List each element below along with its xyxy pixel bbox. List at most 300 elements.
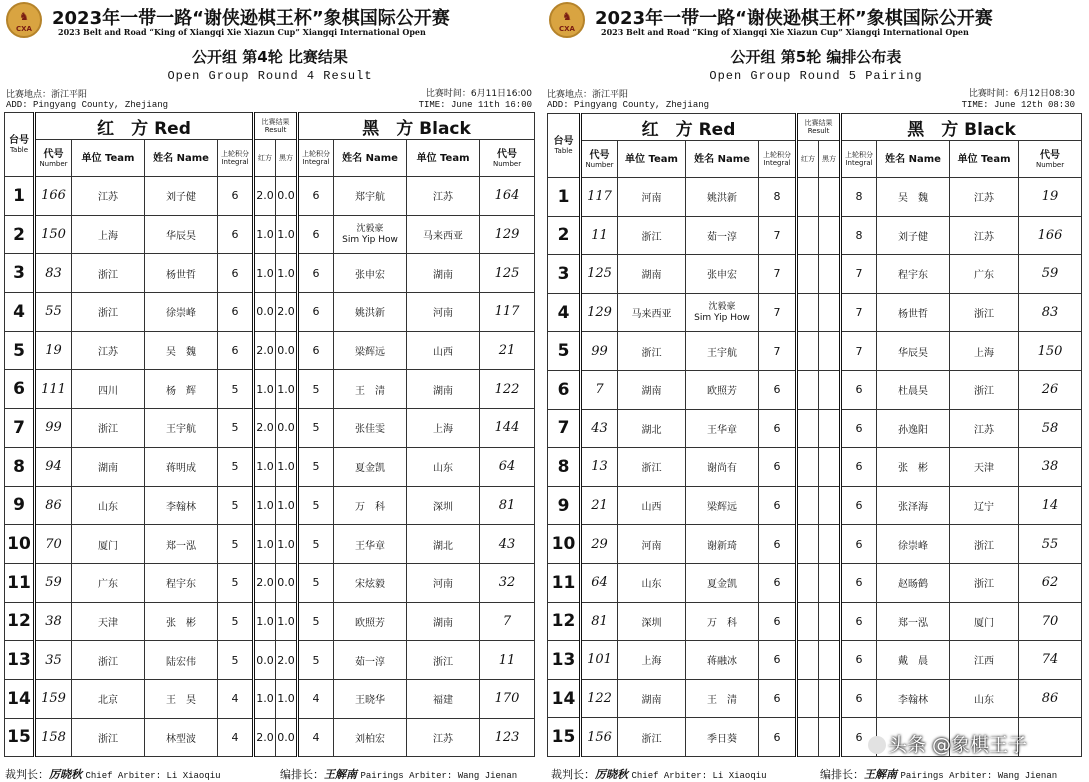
match-time-en: TIME: June 12th 08:30 <box>961 100 1075 110</box>
red-player-name: 张申宏 <box>686 255 759 294</box>
red-player-number: 111 <box>35 370 72 409</box>
result-header: 比赛结果 Result <box>797 114 841 141</box>
black-player-team: 湖南 <box>407 254 480 293</box>
black-player-points: 6 <box>298 331 334 370</box>
red-player-team: 江苏 <box>72 331 145 370</box>
table-row <box>548 409 1082 448</box>
black-result: 0.0 <box>276 718 298 757</box>
red-player-number: 99 <box>35 409 72 448</box>
black-player-team: 湖南 <box>407 602 480 641</box>
board-number: 1 <box>548 178 581 217</box>
red-player-name: 欧照芳 <box>686 370 759 409</box>
black-player-points: 6 <box>841 525 877 564</box>
red-result: 1.0 <box>254 679 276 718</box>
red-player-points: 6 <box>218 293 254 332</box>
black-player-points: 4 <box>298 718 334 757</box>
round-title: 公开组 第4轮 比赛结果 <box>192 48 348 66</box>
red-player-number: 81 <box>581 602 618 641</box>
black-player-points: 4 <box>298 679 334 718</box>
board-number: 4 <box>548 293 581 332</box>
black-result <box>819 679 841 718</box>
black-result <box>819 370 841 409</box>
black-player-number: 74 <box>1019 641 1082 680</box>
event-title: 2023年一带一路“谢侠逊棋王杯”象棋国际公开赛 <box>595 8 993 29</box>
col-number-header: 代号 Number <box>581 141 618 178</box>
red-player-points: 6 <box>759 679 797 718</box>
black-player-team: 浙江 <box>950 370 1019 409</box>
black-player-team: 江苏 <box>407 177 480 216</box>
black-player-name: 徐崇峰 <box>877 525 950 564</box>
red-player-name: 王华章 <box>686 409 759 448</box>
red-result <box>797 216 819 255</box>
event-title-en: 2023 Belt and Road “King of Xiangqi Xie Xiazun Cup” Xiangqi International Open <box>58 27 426 37</box>
red-player-points: 6 <box>759 409 797 448</box>
red-player-points: 4 <box>218 718 254 757</box>
black-player-name: 李翰林 <box>877 679 950 718</box>
black-player-points: 8 <box>841 216 877 255</box>
black-player-team: 河南 <box>407 293 480 332</box>
round-title-en: Open Group Round 5 Pairing <box>709 69 923 83</box>
red-result <box>797 332 819 371</box>
red-player-number: 150 <box>35 215 72 254</box>
black-player-number: 38 <box>1019 448 1082 487</box>
black-player-team: 江苏 <box>950 216 1019 255</box>
board-number: 5 <box>5 331 35 370</box>
black-player-points: 7 <box>841 293 877 332</box>
black-player-team: 上海 <box>407 409 480 448</box>
black-player-points: 6 <box>298 293 334 332</box>
black-player-name: 刘柏宏 <box>334 718 407 757</box>
red-player-team: 山西 <box>618 486 686 525</box>
black-side-header: 黑 方 Black <box>841 114 1082 141</box>
red-result <box>797 293 819 332</box>
red-player-number: 129 <box>581 293 618 332</box>
col-red-result-header: 红方 <box>254 140 276 177</box>
table-row <box>548 679 1082 718</box>
black-result <box>819 409 841 448</box>
black-player-team: 江苏 <box>407 718 480 757</box>
col-team-header: 单位 Team <box>950 141 1019 178</box>
col-name-header: 姓名 Name <box>686 141 759 178</box>
black-player-number: 170 <box>480 679 535 718</box>
table-row <box>5 525 535 564</box>
black-result: 2.0 <box>276 641 298 680</box>
red-player-name: 夏金凯 <box>686 563 759 602</box>
red-player-points: 8 <box>759 178 797 217</box>
red-player-team: 湖南 <box>618 370 686 409</box>
red-player-name: 王宇航 <box>686 332 759 371</box>
table-row <box>5 718 535 757</box>
black-player-team: 湖北 <box>407 525 480 564</box>
red-result: 0.0 <box>254 641 276 680</box>
table-row <box>5 602 535 641</box>
table-row <box>5 447 535 486</box>
red-player-number: 166 <box>35 177 72 216</box>
red-player-points: 6 <box>218 215 254 254</box>
red-player-team: 湖南 <box>618 255 686 294</box>
black-player-name: 梁辉远 <box>334 331 407 370</box>
board-number: 8 <box>548 448 581 487</box>
black-result <box>819 718 841 757</box>
board-number: 2 <box>5 215 35 254</box>
red-player-points: 6 <box>218 331 254 370</box>
red-player-team: 河南 <box>618 178 686 217</box>
table-row <box>548 216 1082 255</box>
black-player-name: 欧照芳 <box>334 602 407 641</box>
table-row <box>548 255 1082 294</box>
black-player-team: 山东 <box>950 679 1019 718</box>
red-result: 1.0 <box>254 254 276 293</box>
red-result <box>797 370 819 409</box>
table-row <box>548 448 1082 487</box>
match-time: 比赛时间：6月12日08:30 <box>968 89 1075 99</box>
black-player-team: 江苏 <box>950 409 1019 448</box>
red-result <box>797 563 819 602</box>
board-number: 5 <box>548 332 581 371</box>
black-player-points: 5 <box>298 409 334 448</box>
black-player-number: 123 <box>480 718 535 757</box>
black-player-name: 茹一淳 <box>334 641 407 680</box>
round-title-en: Open Group Round 4 Result <box>167 69 373 83</box>
board-number: 10 <box>548 525 581 564</box>
red-player-number: 158 <box>35 718 72 757</box>
black-player-points: 6 <box>841 679 877 718</box>
black-player-number: 117 <box>480 293 535 332</box>
pairings-signature: 王解南 <box>324 768 357 781</box>
venue-label-en: ADD: Pingyang County, Zhejiang <box>547 100 710 110</box>
black-player-team: 广东 <box>950 255 1019 294</box>
black-player-team: 山东 <box>407 447 480 486</box>
board-number: 7 <box>5 409 35 448</box>
red-player-points: 7 <box>759 293 797 332</box>
table-row <box>5 215 535 254</box>
col-team-header: 单位 Team <box>407 140 480 177</box>
black-player-number: 11 <box>480 641 535 680</box>
red-player-team: 天津 <box>72 602 145 641</box>
red-player-name: 李翰林 <box>145 486 218 525</box>
red-player-number: 7 <box>581 370 618 409</box>
red-result <box>797 525 819 564</box>
chief-signature: 厉晓秋 <box>49 768 82 781</box>
red-player-team: 四川 <box>72 370 145 409</box>
black-player-name: 华辰昊 <box>877 332 950 371</box>
black-player-name: 杜晨昊 <box>877 370 950 409</box>
black-result <box>819 293 841 332</box>
black-player-number: 43 <box>480 525 535 564</box>
board-number: 3 <box>5 254 35 293</box>
red-player-number: 11 <box>581 216 618 255</box>
red-player-points: 6 <box>218 177 254 216</box>
col-black-result-header: 黑方 <box>276 140 298 177</box>
black-player-team: 浙江 <box>950 525 1019 564</box>
red-player-points: 6 <box>759 563 797 602</box>
red-player-name: 林型波 <box>145 718 218 757</box>
black-result: 0.0 <box>276 177 298 216</box>
col-black-result-header: 黑方 <box>819 141 841 178</box>
pairings-arbiter: 编排长：王解南 Pairings Arbiter: Wang Jienan <box>280 768 518 781</box>
black-player-name: 沈毅豪 Sim Yip How <box>334 215 407 254</box>
black-result <box>819 602 841 641</box>
black-player-number: 26 <box>1019 370 1082 409</box>
red-player-name: 蒋明成 <box>145 447 218 486</box>
black-player-points: 8 <box>841 178 877 217</box>
black-player-name: 张佳雯 <box>334 409 407 448</box>
black-result <box>819 486 841 525</box>
red-result <box>797 641 819 680</box>
event-title-en: 2023 Belt and Road “King of Xiangqi Xie Xiazun Cup” Xiangqi International Open <box>601 27 969 37</box>
red-player-points: 5 <box>218 563 254 602</box>
red-result <box>797 178 819 217</box>
red-player-points: 5 <box>218 370 254 409</box>
red-result: 1.0 <box>254 447 276 486</box>
col-name-header: 姓名 Name <box>145 140 218 177</box>
board-number: 9 <box>5 486 35 525</box>
black-player-number: 59 <box>1019 255 1082 294</box>
event-title: 2023年一带一路“谢侠逊棋王杯”象棋国际公开赛 <box>52 8 450 29</box>
black-result <box>819 641 841 680</box>
black-player-name: 夏金凯 <box>334 447 407 486</box>
black-result <box>819 255 841 294</box>
board-number: 4 <box>5 293 35 332</box>
black-player-name: 万 科 <box>334 486 407 525</box>
watermark: 头条 @象棋王子 <box>868 730 1027 757</box>
black-player-team: 深圳 <box>407 486 480 525</box>
board-number: 6 <box>5 370 35 409</box>
col-number-header: 代号 Number <box>480 140 535 177</box>
red-result: 0.0 <box>254 293 276 332</box>
red-player-team: 山东 <box>72 486 145 525</box>
red-result <box>797 448 819 487</box>
black-player-number: 58 <box>1019 409 1082 448</box>
red-player-team: 马来西亚 <box>618 293 686 332</box>
red-player-name: 谢尚有 <box>686 448 759 487</box>
col-name-header: 姓名 Name <box>877 141 950 178</box>
black-result <box>819 216 841 255</box>
red-result <box>797 679 819 718</box>
red-player-name: 谢新琦 <box>686 525 759 564</box>
red-player-name: 华辰昊 <box>145 215 218 254</box>
red-player-team: 浙江 <box>72 409 145 448</box>
chief-arbiter: 裁判长：厉晓秋 Chief Arbiter: Li Xiaoqiu <box>5 768 221 781</box>
red-side-header: 红 方 Red <box>581 114 797 141</box>
red-player-team: 湖南 <box>72 447 145 486</box>
black-player-points: 5 <box>298 447 334 486</box>
table-row <box>548 332 1082 371</box>
red-player-name: 王 清 <box>686 679 759 718</box>
red-player-team: 浙江 <box>72 254 145 293</box>
black-player-team: 福建 <box>407 679 480 718</box>
red-player-number: 117 <box>581 178 618 217</box>
black-result: 2.0 <box>276 293 298 332</box>
red-player-team: 浙江 <box>72 718 145 757</box>
red-result: 2.0 <box>254 331 276 370</box>
board-number: 1 <box>5 177 35 216</box>
red-result: 1.0 <box>254 602 276 641</box>
black-player-name: 程宇东 <box>877 255 950 294</box>
black-player-team: 浙江 <box>950 563 1019 602</box>
red-player-name: 蒋融冰 <box>686 641 759 680</box>
black-result <box>819 448 841 487</box>
table-row <box>548 602 1082 641</box>
red-player-number: 35 <box>35 641 72 680</box>
red-player-team: 厦门 <box>72 525 145 564</box>
red-player-points: 5 <box>218 447 254 486</box>
cxa-logo: ♞ CXA <box>6 2 42 38</box>
red-player-name: 王宇航 <box>145 409 218 448</box>
black-result: 0.0 <box>276 563 298 602</box>
table-row <box>548 486 1082 525</box>
match-time: 比赛时间：6月11日16:00 <box>425 89 532 99</box>
black-player-points: 7 <box>841 332 877 371</box>
red-player-number: 94 <box>35 447 72 486</box>
red-player-team: 湖北 <box>618 409 686 448</box>
black-player-number: 129 <box>480 215 535 254</box>
black-player-name: 郑一泓 <box>877 602 950 641</box>
black-player-team: 上海 <box>950 332 1019 371</box>
black-player-points: 6 <box>298 177 334 216</box>
black-player-points: 5 <box>298 641 334 680</box>
black-player-name: 刘子健 <box>877 216 950 255</box>
black-player-team: 天津 <box>950 448 1019 487</box>
black-result <box>819 525 841 564</box>
pairings-arbiter: 编排长：王解南 Pairings Arbiter: Wang Jienan <box>820 768 1058 781</box>
board-number: 12 <box>5 602 35 641</box>
board-number: 3 <box>548 255 581 294</box>
watermark-logo-icon <box>868 736 886 754</box>
black-player-number <box>1019 718 1082 757</box>
red-result <box>797 409 819 448</box>
black-player-team: 江西 <box>950 641 1019 680</box>
red-result: 2.0 <box>254 718 276 757</box>
black-result <box>819 178 841 217</box>
red-player-team: 江苏 <box>72 177 145 216</box>
red-player-number: 122 <box>581 679 618 718</box>
table-row <box>548 370 1082 409</box>
table-row <box>548 563 1082 602</box>
red-player-points: 6 <box>759 718 797 757</box>
board-number: 14 <box>5 679 35 718</box>
red-player-name: 万 科 <box>686 602 759 641</box>
black-side-header: 黑 方 Black <box>298 113 535 140</box>
table-row <box>5 486 535 525</box>
red-player-team: 北京 <box>72 679 145 718</box>
black-player-number: 150 <box>1019 332 1082 371</box>
red-player-team: 上海 <box>618 641 686 680</box>
board-number: 9 <box>548 486 581 525</box>
red-result: 1.0 <box>254 525 276 564</box>
black-player-points: 5 <box>298 563 334 602</box>
pairings-signature: 王解南 <box>864 768 897 781</box>
black-player-number: 81 <box>480 486 535 525</box>
black-player-name: 张泽海 <box>877 486 950 525</box>
board-number: 11 <box>5 563 35 602</box>
board-number: 10 <box>5 525 35 564</box>
board-number: 2 <box>548 216 581 255</box>
red-result: 2.0 <box>254 177 276 216</box>
red-player-name: 杨 辉 <box>145 370 218 409</box>
black-player-team: 河南 <box>407 563 480 602</box>
result-header: 比赛结果 Result <box>254 113 298 140</box>
col-points-header: 上轮积分 Integral <box>841 141 877 178</box>
black-player-team: 浙江 <box>950 293 1019 332</box>
black-result <box>819 563 841 602</box>
red-player-points: 6 <box>759 641 797 680</box>
col-points-header: 上轮积分 Integral <box>218 140 254 177</box>
table-row <box>5 641 535 680</box>
venue-label: 比赛地点：浙江平阳 <box>6 90 88 100</box>
col-points-header: 上轮积分 Integral <box>298 140 334 177</box>
red-player-number: 83 <box>35 254 72 293</box>
red-player-team: 湖南 <box>618 679 686 718</box>
red-result <box>797 718 819 757</box>
red-player-team: 浙江 <box>618 332 686 371</box>
black-result: 0.0 <box>276 331 298 370</box>
board-number: 11 <box>548 563 581 602</box>
red-player-points: 5 <box>218 409 254 448</box>
black-player-number: 19 <box>1019 178 1082 217</box>
black-player-points: 7 <box>841 255 877 294</box>
red-player-points: 5 <box>218 641 254 680</box>
black-player-points: 5 <box>298 486 334 525</box>
black-result: 1.0 <box>276 370 298 409</box>
table-row <box>5 409 535 448</box>
black-player-team: 江苏 <box>950 178 1019 217</box>
black-player-name: 孙逸阳 <box>877 409 950 448</box>
red-player-points: 6 <box>218 254 254 293</box>
match-time-en: TIME: June 11th 16:00 <box>418 100 532 110</box>
red-player-name: 徐崇峰 <box>145 293 218 332</box>
black-player-points: 6 <box>841 641 877 680</box>
black-player-name: 杨世哲 <box>877 293 950 332</box>
red-player-number: 19 <box>35 331 72 370</box>
red-result: 1.0 <box>254 215 276 254</box>
table-row <box>5 563 535 602</box>
col-red-result-header: 红方 <box>797 141 819 178</box>
black-result: 1.0 <box>276 254 298 293</box>
board-number: 12 <box>548 602 581 641</box>
black-player-team: 厦门 <box>950 602 1019 641</box>
red-player-name: 吴 魏 <box>145 331 218 370</box>
black-player-points: 6 <box>841 409 877 448</box>
round-title: 公开组 第5轮 编排公布表 <box>730 48 902 66</box>
black-player-number: 164 <box>480 177 535 216</box>
black-player-team: 马来西亚 <box>407 215 480 254</box>
red-player-name: 张 彬 <box>145 602 218 641</box>
red-player-name: 程宇东 <box>145 563 218 602</box>
black-player-name: 张申宏 <box>334 254 407 293</box>
red-player-number: 55 <box>35 293 72 332</box>
black-player-number: 7 <box>480 602 535 641</box>
red-player-points: 5 <box>218 602 254 641</box>
black-player-number: 122 <box>480 370 535 409</box>
red-player-number: 38 <box>35 602 72 641</box>
black-player-number: 83 <box>1019 293 1082 332</box>
black-player-points: 6 <box>841 602 877 641</box>
chief-signature: 厉晓秋 <box>595 768 628 781</box>
board-number: 8 <box>5 447 35 486</box>
red-player-number: 159 <box>35 679 72 718</box>
table-row <box>548 178 1082 217</box>
black-player-team: 湖南 <box>407 370 480 409</box>
results-table <box>4 112 535 757</box>
red-player-number: 43 <box>581 409 618 448</box>
black-player-name: 张 彬 <box>877 448 950 487</box>
red-player-number: 156 <box>581 718 618 757</box>
black-player-name: 赵旸鹤 <box>877 563 950 602</box>
red-player-number: 64 <box>581 563 618 602</box>
red-player-points: 7 <box>759 255 797 294</box>
black-player-number: 32 <box>480 563 535 602</box>
